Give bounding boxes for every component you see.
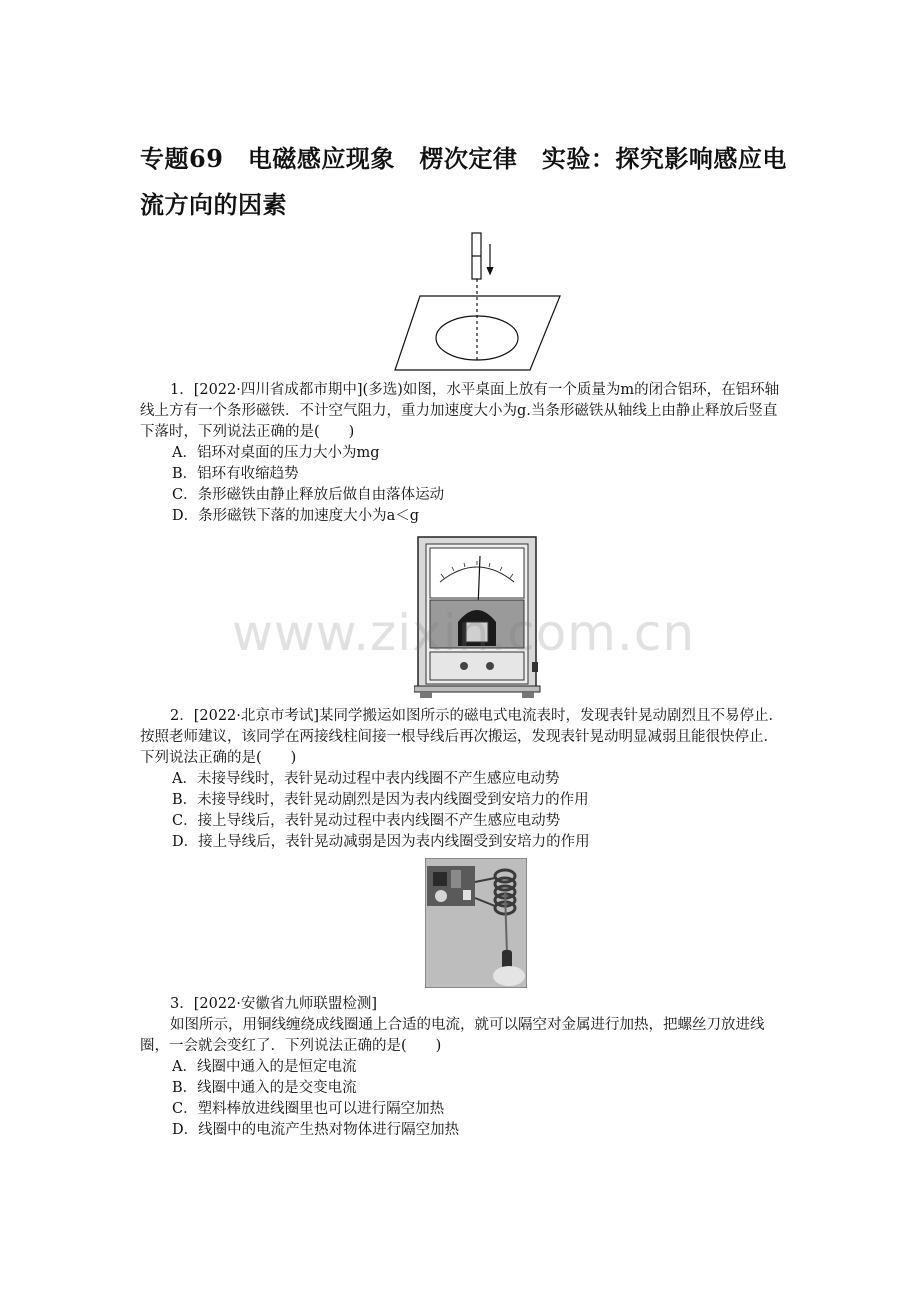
q1-stem: 1．[2022·四川省成都市期中](多选)如图，水平桌面上放有一个质量为m的闭合铝环，在铝环轴线上方有一个条形磁铁．不计空气阻力，重力加速度大小为g.当条形磁铁从轴线上由静止释放后竖直下落时，下列说法正确的是( ): [140, 382, 780, 440]
q1-option-a: A．铝环对桌面的压力大小为mg: [172, 445, 380, 461]
q3-option-b: B．线圈中通入的是交变电流: [172, 1080, 357, 1096]
q2-stem: 2．[2022·北京市考试]某同学搬运如图所示的磁电式电流表时，发现表针晃动剧烈且不易停止．按照老师建议，该同学在两接线柱间接一根导线后再次搬运，发现表针晃动明显减弱且能很快停止．下列说法正确的是( ): [140, 708, 784, 766]
q3-head: 3．[2022·安徽省九师联盟检测]: [170, 996, 378, 1012]
q2-option-c: C．接上导线后，表针晃动过程中表内线圈不产生感应电动势: [172, 813, 561, 829]
q1-option-c: C．条形磁铁由静止释放后做自由落体运动: [172, 487, 445, 503]
figure-induction-coil-photo: [425, 858, 527, 988]
hand: [493, 966, 525, 986]
q3-stem: 如图所示，用铜线缠绕成线圈通上合适的电流，就可以隔空对金属进行加热，把螺丝刀放进线圈，一会就会变红了．下列说法正确的是( ): [140, 1017, 765, 1054]
question-2: [140, 706, 785, 853]
q3-option-c: C．塑料棒放进线圈里也可以进行隔空加热: [172, 1101, 445, 1117]
figure-magnet-ring: [390, 228, 562, 374]
meter-dial: [430, 548, 524, 598]
page-title: 专题69 电磁感应现象 楞次定律 实验：探究影响感应电流方向的因素: [140, 144, 787, 219]
question-1: [140, 380, 785, 527]
watermark: www.zixin.com.cn: [232, 604, 696, 662]
q1-option-d: D．条形磁铁下落的加速度大小为a＜g: [172, 508, 420, 524]
q3-option-d: D．线圈中的电流产生热对物体进行隔空加热: [172, 1122, 460, 1138]
question-3: [140, 994, 785, 1141]
terminal-right: [486, 662, 494, 670]
q2-option-d: D．接上导线后，表针晃动减弱是因为表内线圈受到安培力的作用: [172, 834, 590, 850]
q1-option-b: B．铝环有收缩趋势: [172, 466, 299, 482]
q2-option-a: A．未接导线时，表针晃动过程中表内线圈不产生感应电动势: [172, 771, 560, 787]
q3-option-a: A．线圈中通入的是恒定电流: [172, 1059, 357, 1075]
q2-option-b: B．未接导线时，表针晃动剧烈是因为表内线圈受到安培力的作用: [172, 792, 589, 808]
terminal-left: [460, 662, 468, 670]
